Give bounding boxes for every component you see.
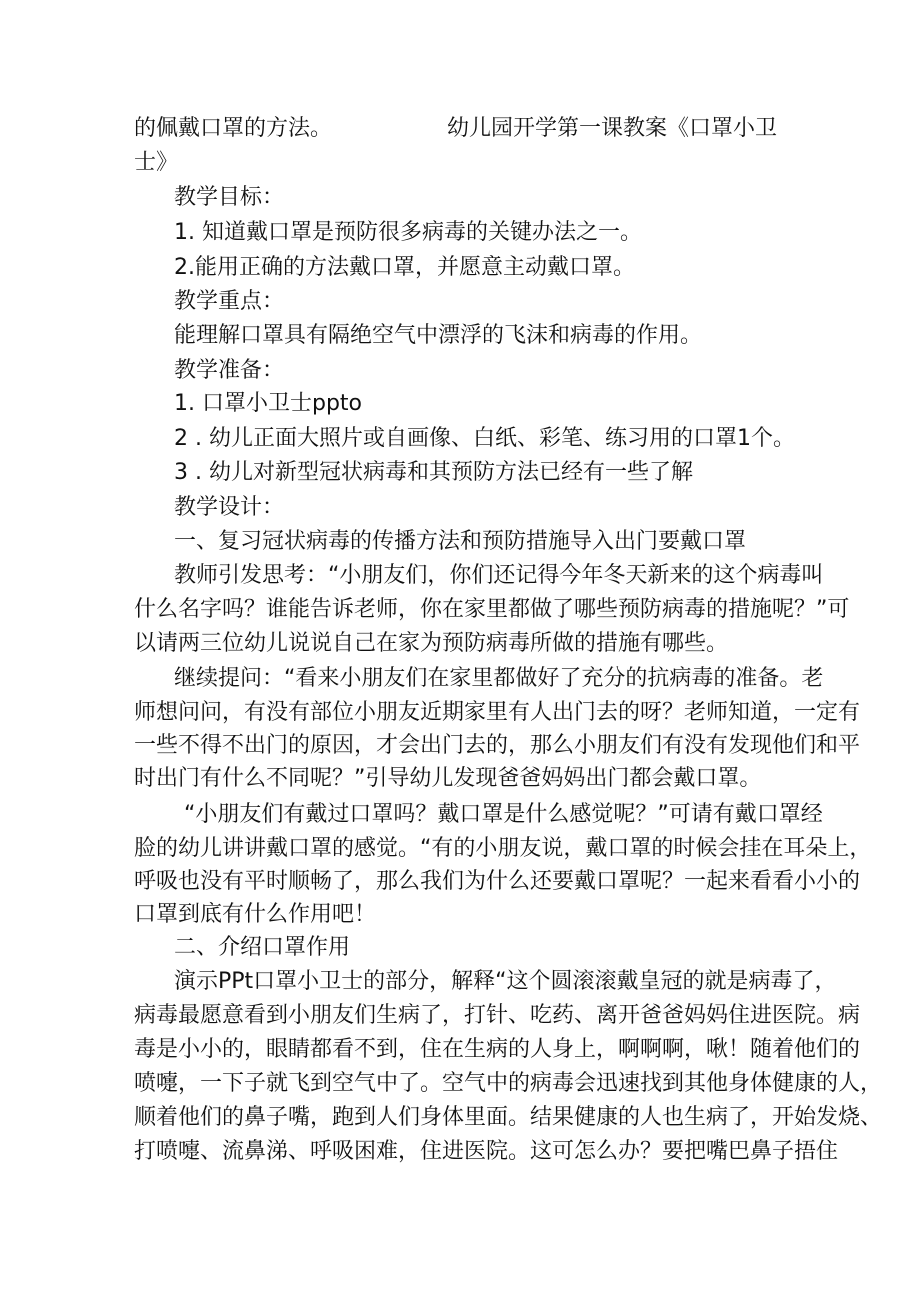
paragraph-2-line: 时出门有什么不同呢？”引导幼儿发现爸爸妈妈出门都会戴口罩。 [134,766,762,791]
objectives-heading: 教学目标： [174,185,285,210]
paragraph-3-line: “小朋友们有戴过口罩吗？戴口罩是什么感觉呢？”可请有戴口罩经 [184,802,823,827]
paragraph-2-line: 一些不得不出门的原因，才会出门去的，那么小朋友们有没有发现他们和平 [134,733,861,758]
paragraph-1-line: 什么名字吗？谁能告诉老师，你在家里都做了哪些预防病毒的措施呢？”可 [134,597,850,622]
paragraph-4-line: 喷嚏，一下子就飞到空气中了。空气中的病毒会迅速找到其他身体健康的人， [134,1071,883,1096]
preparation-item-2: 2 . 幼儿正面大照片或自画像、白纸、彩笔、练习用的口罩1个。 [174,426,795,451]
document-title-part1: 幼儿园开学第一课教案《口罩小卫 [447,116,778,141]
paragraph-1-line: 教师引发思考：“小朋友们，你们还记得今年冬天新来的这个病毒叫 [174,563,824,588]
paragraph-3-line: 口罩到底有什么作用吧！ [134,902,377,927]
header-fragment: 的佩戴口罩的方法。 [134,116,333,141]
paragraph-3-line: 脸的幼儿讲讲戴口罩的感觉。“有的小朋友说，戴口罩的时候会挂在耳朵上， [134,836,872,861]
objective-item-2: 2.能用正确的方法戴口罩，并愿意主动戴口罩。 [174,255,635,280]
preparation-item-1: 1. 口罩小卫士ppto [174,391,362,416]
preparation-heading: 教学准备： [174,358,285,383]
key-points-text: 能理解口罩具有隔绝空气中漂浮的飞沫和病毒的作用。 [174,323,703,348]
paragraph-2-line: 继续提问：“看来小朋友们在家里都做好了充分的抗病毒的准备。老 [174,666,824,691]
key-points-heading: 教学重点： [174,289,285,314]
document-title-part2: 士》 [134,150,179,175]
paragraph-4-line: 病毒最愿意看到小朋友们生病了，打针、吃药、离开爸爸妈妈住进医院。病 [134,1003,861,1028]
section-title-1: 一、复习冠状病毒的传播方法和预防措施导入出门要戴口罩 [174,529,747,554]
objective-item-1: 1. 知道戴口罩是预防很多病毒的关键办法之一。 [174,220,642,245]
design-heading: 教学设计： [174,495,285,520]
paragraph-2-line: 师想问问，有没有部位小朋友近期家里有人出门去的呀？老师知道，一定有 [134,700,861,725]
paragraph-4-line: 顺着他们的鼻子嘴，跑到人们身体里面。结果健康的人也生病了，开始发烧、 [134,1105,883,1130]
section-title-2: 二、介绍口罩作用 [174,935,351,960]
paragraph-4-line: 打喷嚏、流鼻涕、呼吸困难，住进医院。这可怎么办？要把嘴巴鼻子捂住 [134,1139,839,1164]
preparation-item-3: 3 . 幼儿对新型冠状病毒和其预防方法已经有一些了解 [174,460,693,485]
paragraph-4-line: 演示PPt口罩小卫士的部分，解释“这个圆滚滚戴皇冠的就是病毒了， [174,969,837,994]
paragraph-3-line: 呼吸也没有平时顺畅了，那么我们为什么还要戴口罩呢？一起来看看小小的 [134,869,861,894]
paragraph-1-line: 以请两三位幼儿说说自己在家为预防病毒所做的措施有哪些。 [134,631,729,656]
paragraph-4-line: 毒是小小的，眼睛都看不到，住在生病的人身上，啊啊啊，啾！随着他们的 [134,1037,861,1062]
